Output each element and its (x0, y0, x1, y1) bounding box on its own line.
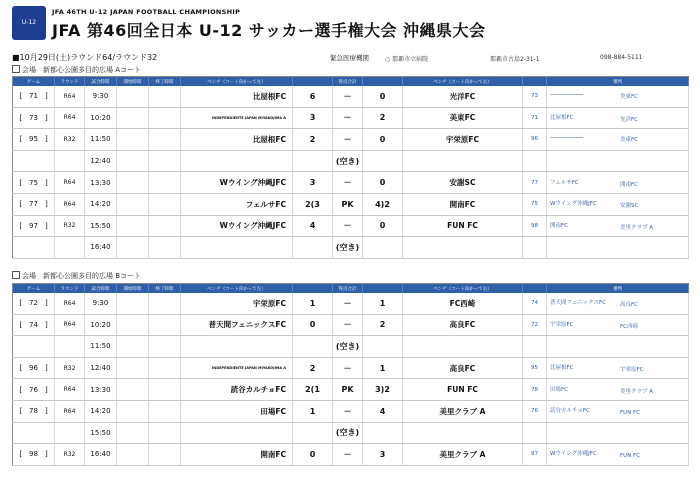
referee-teams (547, 444, 689, 466)
column-header: ゲーム (13, 77, 55, 87)
game-number: [ 73 ] (13, 107, 55, 129)
away-score: 1 (363, 357, 403, 379)
kickoff-time: 16:40 (85, 444, 117, 466)
away-team (403, 237, 523, 259)
referee-game-number: 97 (523, 444, 547, 466)
score-divider: (空き) (333, 422, 363, 444)
round: R64 (55, 293, 85, 314)
game-number (13, 237, 55, 259)
home-team: Wウイング沖縄JFC (181, 172, 293, 194)
referee-game-number: 77 (523, 172, 547, 194)
home-team (181, 150, 293, 172)
column-header: 終了時間 (149, 284, 181, 294)
referee-team-1: フェルサFC (550, 179, 579, 186)
home-team: 開南FC (181, 444, 293, 466)
score-divider: － (333, 215, 363, 237)
kickoff-time: 14:20 (85, 400, 117, 422)
round: R64 (55, 314, 85, 336)
game-number: [ 77 ] (13, 193, 55, 215)
round: R32 (55, 444, 85, 466)
referee-teams (547, 150, 689, 172)
referee-game-number (523, 237, 547, 259)
referee-team-2: FC西崎 (620, 323, 639, 330)
home-score (293, 237, 333, 259)
column-header: ベンチ（コート向かって左） (181, 77, 293, 87)
kickoff-time: 15:50 (85, 215, 117, 237)
start-time (117, 336, 149, 358)
column-header (363, 284, 403, 294)
start-time (117, 237, 149, 259)
referee-teams (547, 215, 689, 237)
start-time (117, 314, 149, 336)
game-number: [ 95 ] (13, 129, 55, 151)
column-header: 開始時間 (117, 284, 149, 294)
kickoff-time: 12:40 (85, 357, 117, 379)
round: R64 (55, 193, 85, 215)
away-score (363, 336, 403, 358)
referee-team-1: 読谷カルチョFC (550, 408, 590, 415)
kickoff-time: 11:50 (85, 129, 117, 151)
referee-team-1: 宇栄原FC (550, 321, 574, 328)
game-number: [ 75 ] (13, 172, 55, 194)
home-team: 比屋根FC (181, 86, 293, 107)
end-time (149, 357, 181, 379)
home-score (293, 336, 333, 358)
referee-team-2: FUN FC (620, 410, 641, 417)
referee-team-1: 比屋根FC (550, 365, 574, 372)
away-score: 3)2 (363, 379, 403, 401)
referee-team-1: ────────── (550, 135, 584, 142)
referee-teams (547, 422, 689, 444)
score-divider: － (333, 444, 363, 466)
start-time (117, 400, 149, 422)
match-row (13, 237, 689, 259)
end-time (149, 379, 181, 401)
championship-subtitle: JFA 46TH U-12 JAPAN FOOTBALL CHAMPIONSHIP (52, 8, 241, 16)
table-header-row (13, 284, 689, 294)
match-date: ■10月29日(土)ラウンド64/ラウンド32 (12, 53, 158, 62)
kickoff-time: 9:30 (85, 293, 117, 314)
referee-game-number: 75 (523, 193, 547, 215)
round: R64 (55, 379, 85, 401)
away-score (363, 150, 403, 172)
end-time (149, 150, 181, 172)
hospital-address: 那覇市古島2-31-1 (490, 56, 540, 63)
start-time (117, 172, 149, 194)
home-team: 普天間フェニックスFC (181, 314, 293, 336)
referee-game-number: 98 (523, 215, 547, 237)
away-score (363, 237, 403, 259)
referee-game-number: 95 (523, 357, 547, 379)
start-time (117, 107, 149, 129)
column-header: 得点合計 (333, 77, 363, 87)
home-score: 4 (293, 215, 333, 237)
away-score (363, 422, 403, 444)
match-row (13, 444, 689, 466)
kickoff-time: 10:20 (85, 314, 117, 336)
kickoff-time: 9:30 (85, 86, 117, 107)
score-divider: PK (333, 379, 363, 401)
match-row (13, 172, 689, 194)
column-header (523, 77, 547, 87)
round: R64 (55, 172, 85, 194)
end-time (149, 86, 181, 107)
away-team: 開南FC (403, 193, 523, 215)
referee-teams (547, 314, 689, 336)
referee-team-2: 安謝SC (620, 203, 639, 210)
home-team (181, 237, 293, 259)
start-time (117, 422, 149, 444)
column-header: ラウンド (55, 77, 85, 87)
away-team: FC西崎 (403, 293, 523, 314)
score-divider: － (333, 314, 363, 336)
column-header (363, 77, 403, 87)
referee-teams (547, 357, 689, 379)
end-time (149, 293, 181, 314)
score-divider: (空き) (333, 336, 363, 358)
score-divider: － (333, 86, 363, 107)
end-time (149, 193, 181, 215)
game-number: [ 97 ] (13, 215, 55, 237)
referee-team-2: 光洋FC (620, 116, 639, 123)
away-score: 4 (363, 400, 403, 422)
referee-team-1: 比屋根FC (550, 114, 574, 121)
home-team: 読谷カルチョFC (181, 379, 293, 401)
column-header: 試合時間 (85, 77, 117, 87)
round: R32 (55, 129, 85, 151)
start-time (117, 129, 149, 151)
home-score: 2(1 (293, 379, 333, 401)
home-score: 3 (293, 172, 333, 194)
end-time (149, 336, 181, 358)
score-divider: － (333, 357, 363, 379)
kickoff-time: 13:30 (85, 172, 117, 194)
referee-game-number (523, 150, 547, 172)
home-team: INDEPENDIENTE JAPAN MIYAKOJIMA A (181, 107, 293, 129)
home-score: 0 (293, 314, 333, 336)
away-score: 4)2 (363, 193, 403, 215)
home-team: 田場FC (181, 400, 293, 422)
game-number (13, 150, 55, 172)
start-time (117, 357, 149, 379)
away-team: 美里クラブ A (403, 400, 523, 422)
score-divider: － (333, 107, 363, 129)
page-title: JFA 第46回全日本 U-12 サッカー選手権大会 沖縄県大会 (52, 21, 486, 40)
round (55, 336, 85, 358)
match-row (13, 86, 689, 107)
start-time (117, 444, 149, 466)
home-team: 宇栄原FC (181, 293, 293, 314)
match-row (13, 336, 689, 358)
round (55, 422, 85, 444)
start-time (117, 293, 149, 314)
hospital-name: ○ 那覇市立病院 (385, 56, 429, 63)
referee-team-2: 宇栄原FC (620, 367, 644, 374)
end-time (149, 444, 181, 466)
column-header (293, 284, 333, 294)
home-score: 3 (293, 107, 333, 129)
hospital-phone: 098-884-5111 (600, 54, 643, 61)
column-header: 開始時間 (117, 77, 149, 87)
match-row (13, 357, 689, 379)
away-score: 3 (363, 444, 403, 466)
end-time (149, 172, 181, 194)
referee-teams (547, 86, 689, 107)
end-time (149, 107, 181, 129)
match-row (13, 193, 689, 215)
home-team: INDEPENDIENTE JAPAN MIYAKOJIMA A (181, 357, 293, 379)
referee-team-1: Wウイング沖縄JFC (550, 201, 597, 208)
jfa-logo: U-12 (12, 6, 46, 40)
referee-team-1: ────────── (550, 92, 584, 99)
referee-game-number: 71 (523, 107, 547, 129)
referee-team-2: 開南FC (620, 181, 639, 188)
score-divider: － (333, 400, 363, 422)
kickoff-time: 12:40 (85, 150, 117, 172)
referee-team-2: 高良FC (620, 302, 639, 309)
away-team (403, 150, 523, 172)
away-team: 光洋FC (403, 86, 523, 107)
away-team: FUN FC (403, 379, 523, 401)
court-a-label: 会場 新都心公園多目的広場 Aコート (12, 65, 141, 75)
match-row (13, 379, 689, 401)
away-team: 宇栄原FC (403, 129, 523, 151)
column-header: ベンチ（コート向かって左） (181, 284, 293, 294)
home-team (181, 336, 293, 358)
score-divider: － (333, 129, 363, 151)
referee-teams (547, 379, 689, 401)
kickoff-time: 14:20 (85, 193, 117, 215)
referee-game-number: 72 (523, 314, 547, 336)
game-number: [ 98 ] (13, 444, 55, 466)
referee-teams (547, 129, 689, 151)
game-number: [ 78 ] (13, 400, 55, 422)
game-number: [ 74 ] (13, 314, 55, 336)
match-row (13, 107, 689, 129)
court-b-label: 会場 新都心公園多目的広場 Bコート (12, 271, 141, 281)
column-header (293, 77, 333, 87)
referee-game-number (523, 422, 547, 444)
court-a-table (12, 76, 689, 259)
referee-team-1: 田場FC (550, 386, 569, 393)
referee-team-2: 美東FC (620, 94, 639, 101)
end-time (149, 129, 181, 151)
start-time (117, 215, 149, 237)
referee-game-number: 96 (523, 129, 547, 151)
round: R32 (55, 215, 85, 237)
home-score: 2(3 (293, 193, 333, 215)
round: R32 (55, 357, 85, 379)
away-team: 高良FC (403, 357, 523, 379)
end-time (149, 215, 181, 237)
score-divider: － (333, 172, 363, 194)
column-header: ゲーム (13, 284, 55, 294)
referee-team-2: 美里クラブ A (620, 388, 654, 395)
referee-game-number: 73 (523, 86, 547, 107)
home-score (293, 422, 333, 444)
home-team: 比屋根FC (181, 129, 293, 151)
court-b-table (12, 283, 689, 466)
home-score: 6 (293, 86, 333, 107)
away-team (403, 422, 523, 444)
referee-teams (547, 293, 689, 314)
match-row (13, 422, 689, 444)
round (55, 150, 85, 172)
score-divider: PK (333, 193, 363, 215)
referee-teams (547, 336, 689, 358)
home-score (293, 150, 333, 172)
away-score: 0 (363, 86, 403, 107)
referee-teams (547, 172, 689, 194)
column-header: ベンチ（コート向かって右） (403, 77, 523, 87)
away-team: 美里クラブ A (403, 444, 523, 466)
round: R64 (55, 400, 85, 422)
emergency-label: 緊急医療機関 (330, 54, 369, 62)
score-divider: (空き) (333, 237, 363, 259)
referee-team-1: Wウイング沖縄JFC (550, 451, 597, 458)
referee-teams (547, 193, 689, 215)
end-time (149, 314, 181, 336)
match-row (13, 293, 689, 314)
column-header: 得点合計 (333, 284, 363, 294)
column-header: 審判 (547, 284, 689, 294)
away-score: 1 (363, 293, 403, 314)
column-header: 終了時間 (149, 77, 181, 87)
referee-team-2: 美東FC (620, 137, 639, 144)
kickoff-time: 11:50 (85, 336, 117, 358)
referee-team-1: 開南FC (550, 222, 569, 229)
referee-team-2: FUN FC (620, 453, 641, 460)
away-score: 2 (363, 314, 403, 336)
game-number: [ 71 ] (13, 86, 55, 107)
start-time (117, 379, 149, 401)
page-header (12, 6, 688, 44)
table-header-row (13, 77, 689, 87)
away-team: FUN FC (403, 215, 523, 237)
kickoff-time: 10:20 (85, 107, 117, 129)
start-time (117, 193, 149, 215)
round: R64 (55, 86, 85, 107)
column-header: ベンチ（コート向かって右） (403, 284, 523, 294)
column-header: ラウンド (55, 284, 85, 294)
kickoff-time: 15:50 (85, 422, 117, 444)
away-score: 0 (363, 172, 403, 194)
end-time (149, 237, 181, 259)
referee-team-1: 普天間フェニックスFC (550, 300, 606, 307)
match-row (13, 400, 689, 422)
kickoff-time: 13:30 (85, 379, 117, 401)
referee-game-number: 78 (523, 379, 547, 401)
game-number: [ 76 ] (13, 379, 55, 401)
home-score: 1 (293, 400, 333, 422)
referee-game-number: 74 (523, 293, 547, 314)
away-team (403, 336, 523, 358)
home-team: Wウイング沖縄JFC (181, 215, 293, 237)
referee-game-number (523, 336, 547, 358)
referee-teams (547, 107, 689, 129)
column-header (523, 284, 547, 294)
home-score: 2 (293, 357, 333, 379)
column-header: 試合時間 (85, 284, 117, 294)
start-time (117, 150, 149, 172)
away-score: 0 (363, 129, 403, 151)
end-time (149, 400, 181, 422)
kickoff-time: 16:40 (85, 237, 117, 259)
away-team: 高良FC (403, 314, 523, 336)
home-team: フェルサFC (181, 193, 293, 215)
home-score: 2 (293, 129, 333, 151)
away-score: 2 (363, 107, 403, 129)
home-score: 1 (293, 293, 333, 314)
score-divider: (空き) (333, 150, 363, 172)
game-number (13, 422, 55, 444)
round: R64 (55, 107, 85, 129)
away-team: 美東FC (403, 107, 523, 129)
referee-teams (547, 237, 689, 259)
match-row (13, 150, 689, 172)
round (55, 237, 85, 259)
referee-game-number: 76 (523, 400, 547, 422)
match-row (13, 215, 689, 237)
end-time (149, 422, 181, 444)
home-score: 0 (293, 444, 333, 466)
away-team: 安謝SC (403, 172, 523, 194)
game-number (13, 336, 55, 358)
game-number: [ 72 ] (13, 293, 55, 314)
start-time (117, 86, 149, 107)
score-divider: － (333, 293, 363, 314)
match-row (13, 129, 689, 151)
referee-teams (547, 400, 689, 422)
game-number: [ 96 ] (13, 357, 55, 379)
away-score: 0 (363, 215, 403, 237)
referee-team-2: 美里クラブ A (620, 224, 654, 231)
home-team (181, 422, 293, 444)
match-row (13, 314, 689, 336)
column-header: 審判 (547, 77, 689, 87)
